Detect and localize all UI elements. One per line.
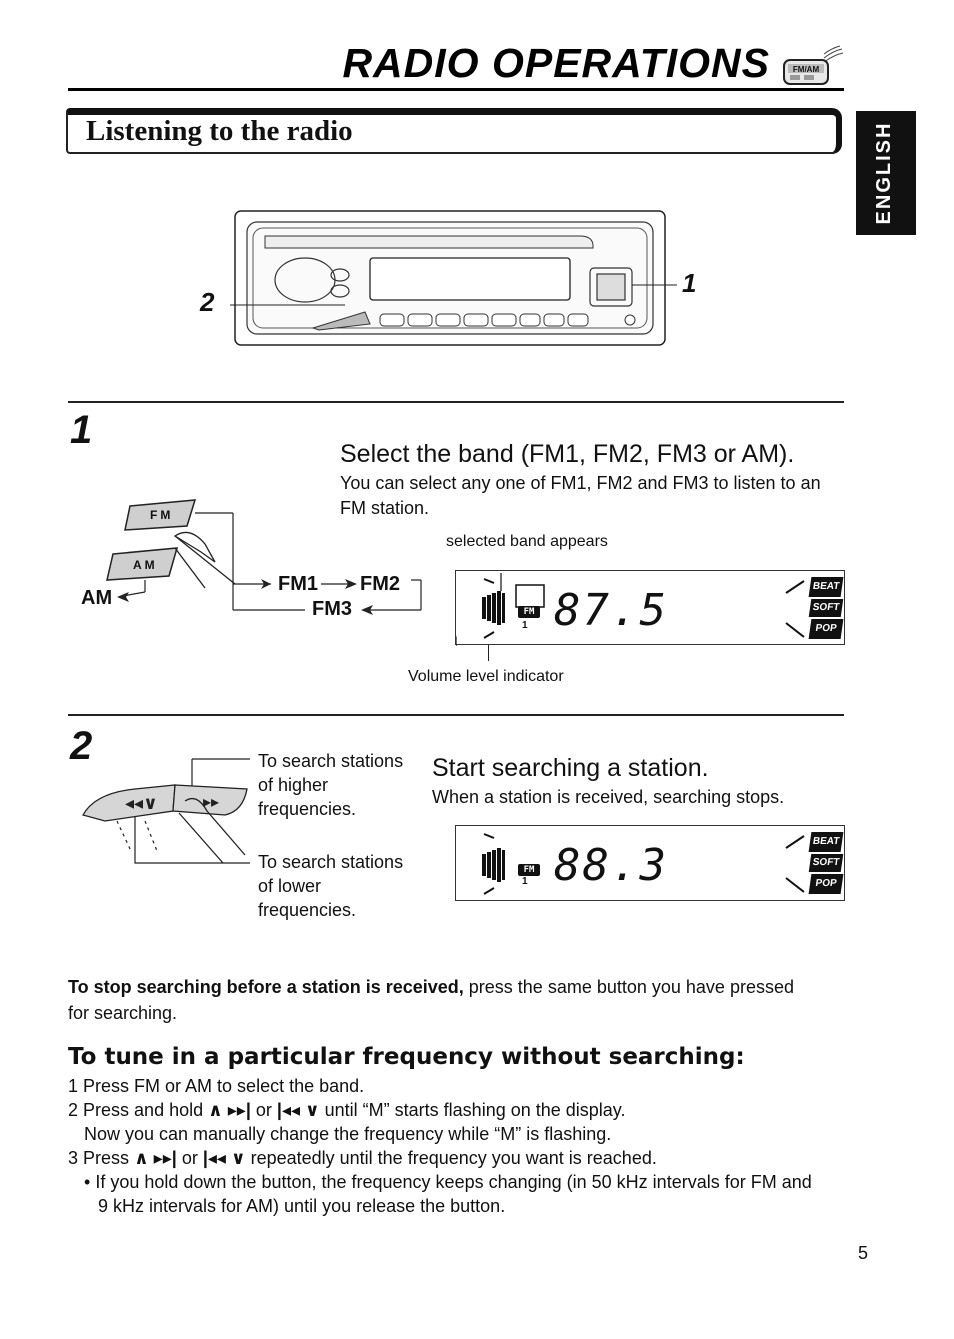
step2-text: When a station is received, searching stops.	[432, 787, 785, 807]
manual-tune-item-3	[68, 1146, 657, 1170]
item-or: or	[255, 1100, 272, 1120]
manual-tune-item-2	[68, 1098, 625, 1122]
flow-fm3: FM3	[312, 598, 352, 620]
bullet-icon: •	[84, 1172, 91, 1192]
search-lower-line3: frequencies.	[258, 900, 357, 920]
step1-text-line2: FM station.	[340, 498, 430, 518]
mode-soft: SOFT	[809, 854, 844, 872]
up-seek-icon: ∧ ▸▸|	[134, 1148, 177, 1168]
page-title: RADIO OPERATIONS	[342, 40, 770, 86]
diagram-callout-2: 2	[200, 287, 215, 317]
step2-heading: Start searching a station.	[432, 754, 709, 782]
stop-note-bold: To stop searching before a station is received,	[68, 977, 464, 997]
stop-note-line2: for searching.	[68, 1003, 178, 1023]
item-number: 2	[68, 1100, 79, 1120]
title-rule	[68, 88, 844, 91]
am-button-label: AM	[133, 558, 158, 572]
language-tab-label: ENGLISH	[873, 121, 895, 225]
item-text-post: until “M” starts flashing on the display.	[324, 1100, 626, 1120]
flow-fm1: FM1	[278, 573, 318, 595]
radio-display-step2	[455, 825, 845, 901]
search-lower-line2: of lower	[258, 876, 322, 896]
manual-tune-item-2-line2: Now you can manually change the frequency while “M” is flashing.	[84, 1124, 612, 1144]
mode-soft: SOFT	[809, 599, 844, 617]
search-higher-line3: frequencies.	[258, 799, 357, 819]
item-number: 3	[68, 1148, 79, 1168]
down-seek-icon: |◂◂ ∨	[276, 1100, 320, 1120]
svg-text:▸▸: ▸▸	[203, 792, 220, 811]
item-number: 1	[68, 1076, 79, 1096]
fm-am-buttons-diagram	[75, 496, 435, 626]
selected-band-caption: selected band appears	[446, 533, 608, 550]
search-higher-line1: To search stations	[258, 751, 404, 771]
up-seek-icon: ∧ ▸▸|	[208, 1100, 251, 1120]
item-text: Press FM or AM to select the band.	[83, 1076, 365, 1096]
flow-am: AM	[81, 587, 113, 609]
step2-rule	[68, 714, 844, 716]
band-number: 1	[522, 876, 528, 887]
search-lower-line1: To search stations	[258, 852, 404, 872]
down-seek-icon: |◂◂ ∨	[202, 1148, 246, 1168]
search-higher-line2: of higher	[258, 775, 329, 795]
band-chip-label: FM/AM	[792, 65, 820, 74]
section-title: Listening to the radio	[86, 115, 353, 147]
band-badge: FM	[518, 864, 540, 876]
step2-number: 2	[70, 724, 93, 768]
svg-text:◂◂∨: ◂◂∨	[125, 793, 158, 814]
item-or: or	[181, 1148, 198, 1168]
band-number: 1	[522, 620, 528, 631]
bullet-note	[84, 1170, 812, 1194]
mode-beat: BEAT	[809, 832, 844, 852]
mode-beat: BEAT	[809, 577, 844, 597]
volume-indicator-leader	[488, 645, 489, 661]
car-stereo-diagram	[195, 208, 715, 350]
frequency-readout: 88.3	[554, 840, 668, 891]
mode-pop: POP	[809, 619, 844, 639]
diagram-callout-1: 1	[682, 268, 697, 298]
item-text-pre: Press	[83, 1148, 130, 1168]
page-number: 5	[858, 1243, 869, 1263]
seek-buttons-diagram	[75, 755, 255, 875]
radio-display-step1	[455, 570, 845, 645]
bullet-line2: 9 kHz intervals for AM) until you release the button.	[98, 1196, 506, 1216]
fm-am-logo	[780, 44, 844, 88]
item-text-pre: Press and hold	[83, 1100, 204, 1120]
step1-number: 1	[70, 408, 93, 452]
fm-button-label: FM	[150, 508, 174, 522]
flow-fm2: FM2	[360, 573, 400, 595]
manual-tune-heading: To tune in a particular frequency without searching:	[68, 1044, 745, 1070]
band-badge: FM	[518, 606, 540, 618]
bullet-line1: If you hold down the button, the frequency keeps changing (in 50 kHz intervals for FM and	[95, 1172, 812, 1192]
mode-pop: POP	[809, 874, 844, 894]
stop-note-rest: press the same button you have pressed	[463, 977, 794, 997]
manual-tune-item-1	[68, 1074, 364, 1098]
step1-text-line1: You can select any one of FM1, FM2 and FM3 to listen to an	[340, 473, 821, 493]
volume-indicator-caption: Volume level indicator	[408, 668, 564, 685]
stop-searching-note	[68, 975, 858, 1000]
item-text-post: repeatedly until the frequency you want is reached.	[250, 1148, 657, 1168]
frequency-readout: 87.5	[554, 585, 668, 636]
step1-heading: Select the band (FM1, FM2, FM3 or AM).	[340, 440, 795, 468]
step1-rule	[68, 401, 844, 403]
